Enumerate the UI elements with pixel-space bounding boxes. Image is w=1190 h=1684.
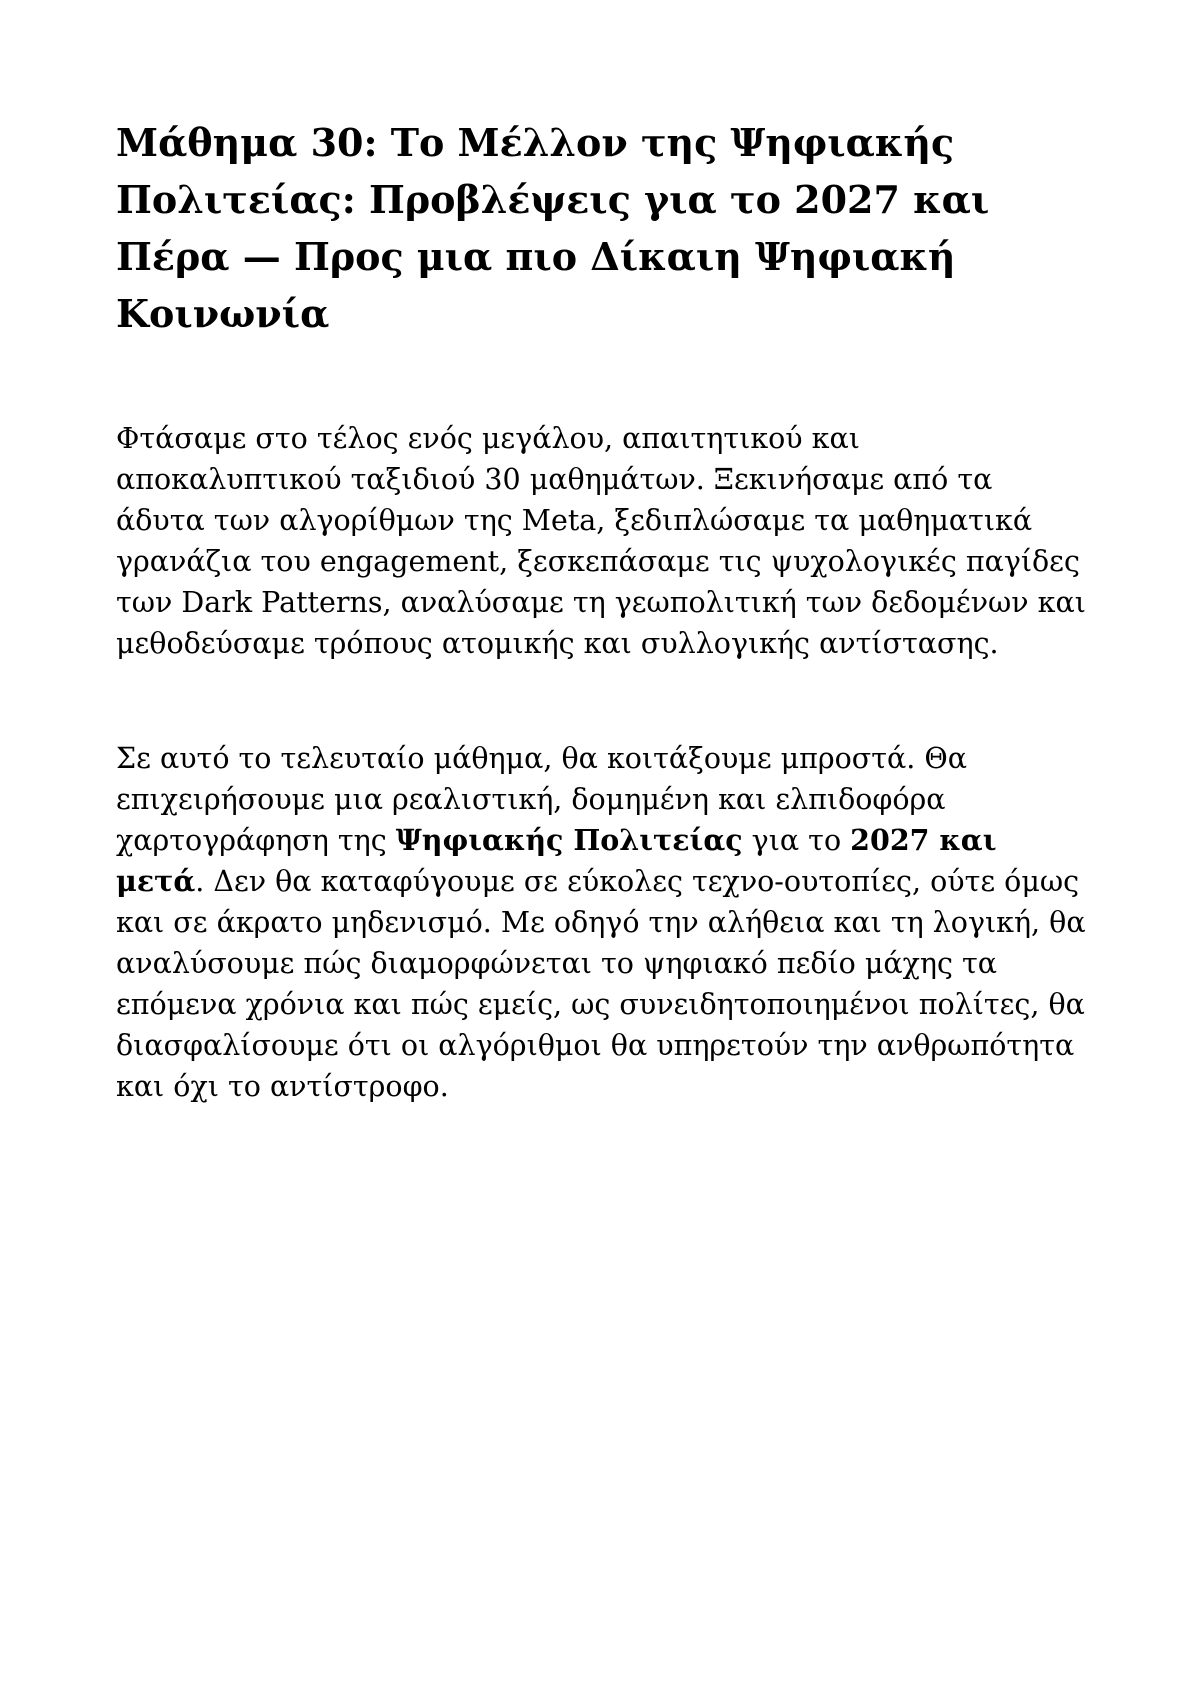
document-page bbox=[116, 114, 1086, 1107]
overview-text-2: για το bbox=[742, 824, 851, 857]
lesson-overview-paragraph bbox=[116, 738, 1086, 1107]
intro-paragraph: Φτάσαμε στο τέλος ενός μεγάλου, απαιτητικού και αποκαλυπτικού ταξιδιού 30 μαθημάτων. Ξεκινήσαμε από τα άδυτα των αλγορίθμων της Meta, ξεδιπλώσαμε τα μαθηματικά γρανάζια του engagement, ξεσκεπάσαμε τις ψυχολογικές παγίδες των Dark Patterns, αναλύσαμε τη γεωπολιτική των δεδομένων και μεθοδεύσαμε τρόπους ατομικής και συλλογικής αντίστασης. bbox=[116, 422, 1086, 660]
overview-text-1: Σε αυτό το τελευταίο μάθημα, θα κοιτάξουμε μπροστά. Θα επιχειρήσουμε μια ρεαλιστική, δομημένη και ελπιδοφόρα χαρτογράφηση της bbox=[116, 742, 968, 857]
overview-emphasis-2027: 2027 και μετά bbox=[116, 823, 997, 898]
lesson-title: Μάθημα 30: Το Μέλλον της Ψηφιακής Πολιτείας: Προβλέψεις για το 2027 και Πέρα — Προς μια πιο Δίκαιη Ψηφιακή Κοινωνία bbox=[116, 120, 990, 336]
overview-emphasis-digital-polity: Ψηφιακής Πολιτείας bbox=[395, 823, 743, 857]
overview-text-3: . Δεν θα καταφύγουμε σε εύκολες τεχνο-ουτοπίες, ούτε όμως και σε άκρατο μηδενισμό. Με οδηγό την αλήθεια και τη λογική, θα αναλύσουμε πώς διαμορφώνεται το ψηφιακό πεδίο μάχης τα επόμενα χρόνια και πώς εμείς, ως συνειδητοποιημένοι πολίτες, θα διασφαλίσουμε ότι οι αλγόριθμοι θα υπηρετούν την ανθρωπότητα και όχι το αντίστροφο. bbox=[116, 865, 1086, 1103]
